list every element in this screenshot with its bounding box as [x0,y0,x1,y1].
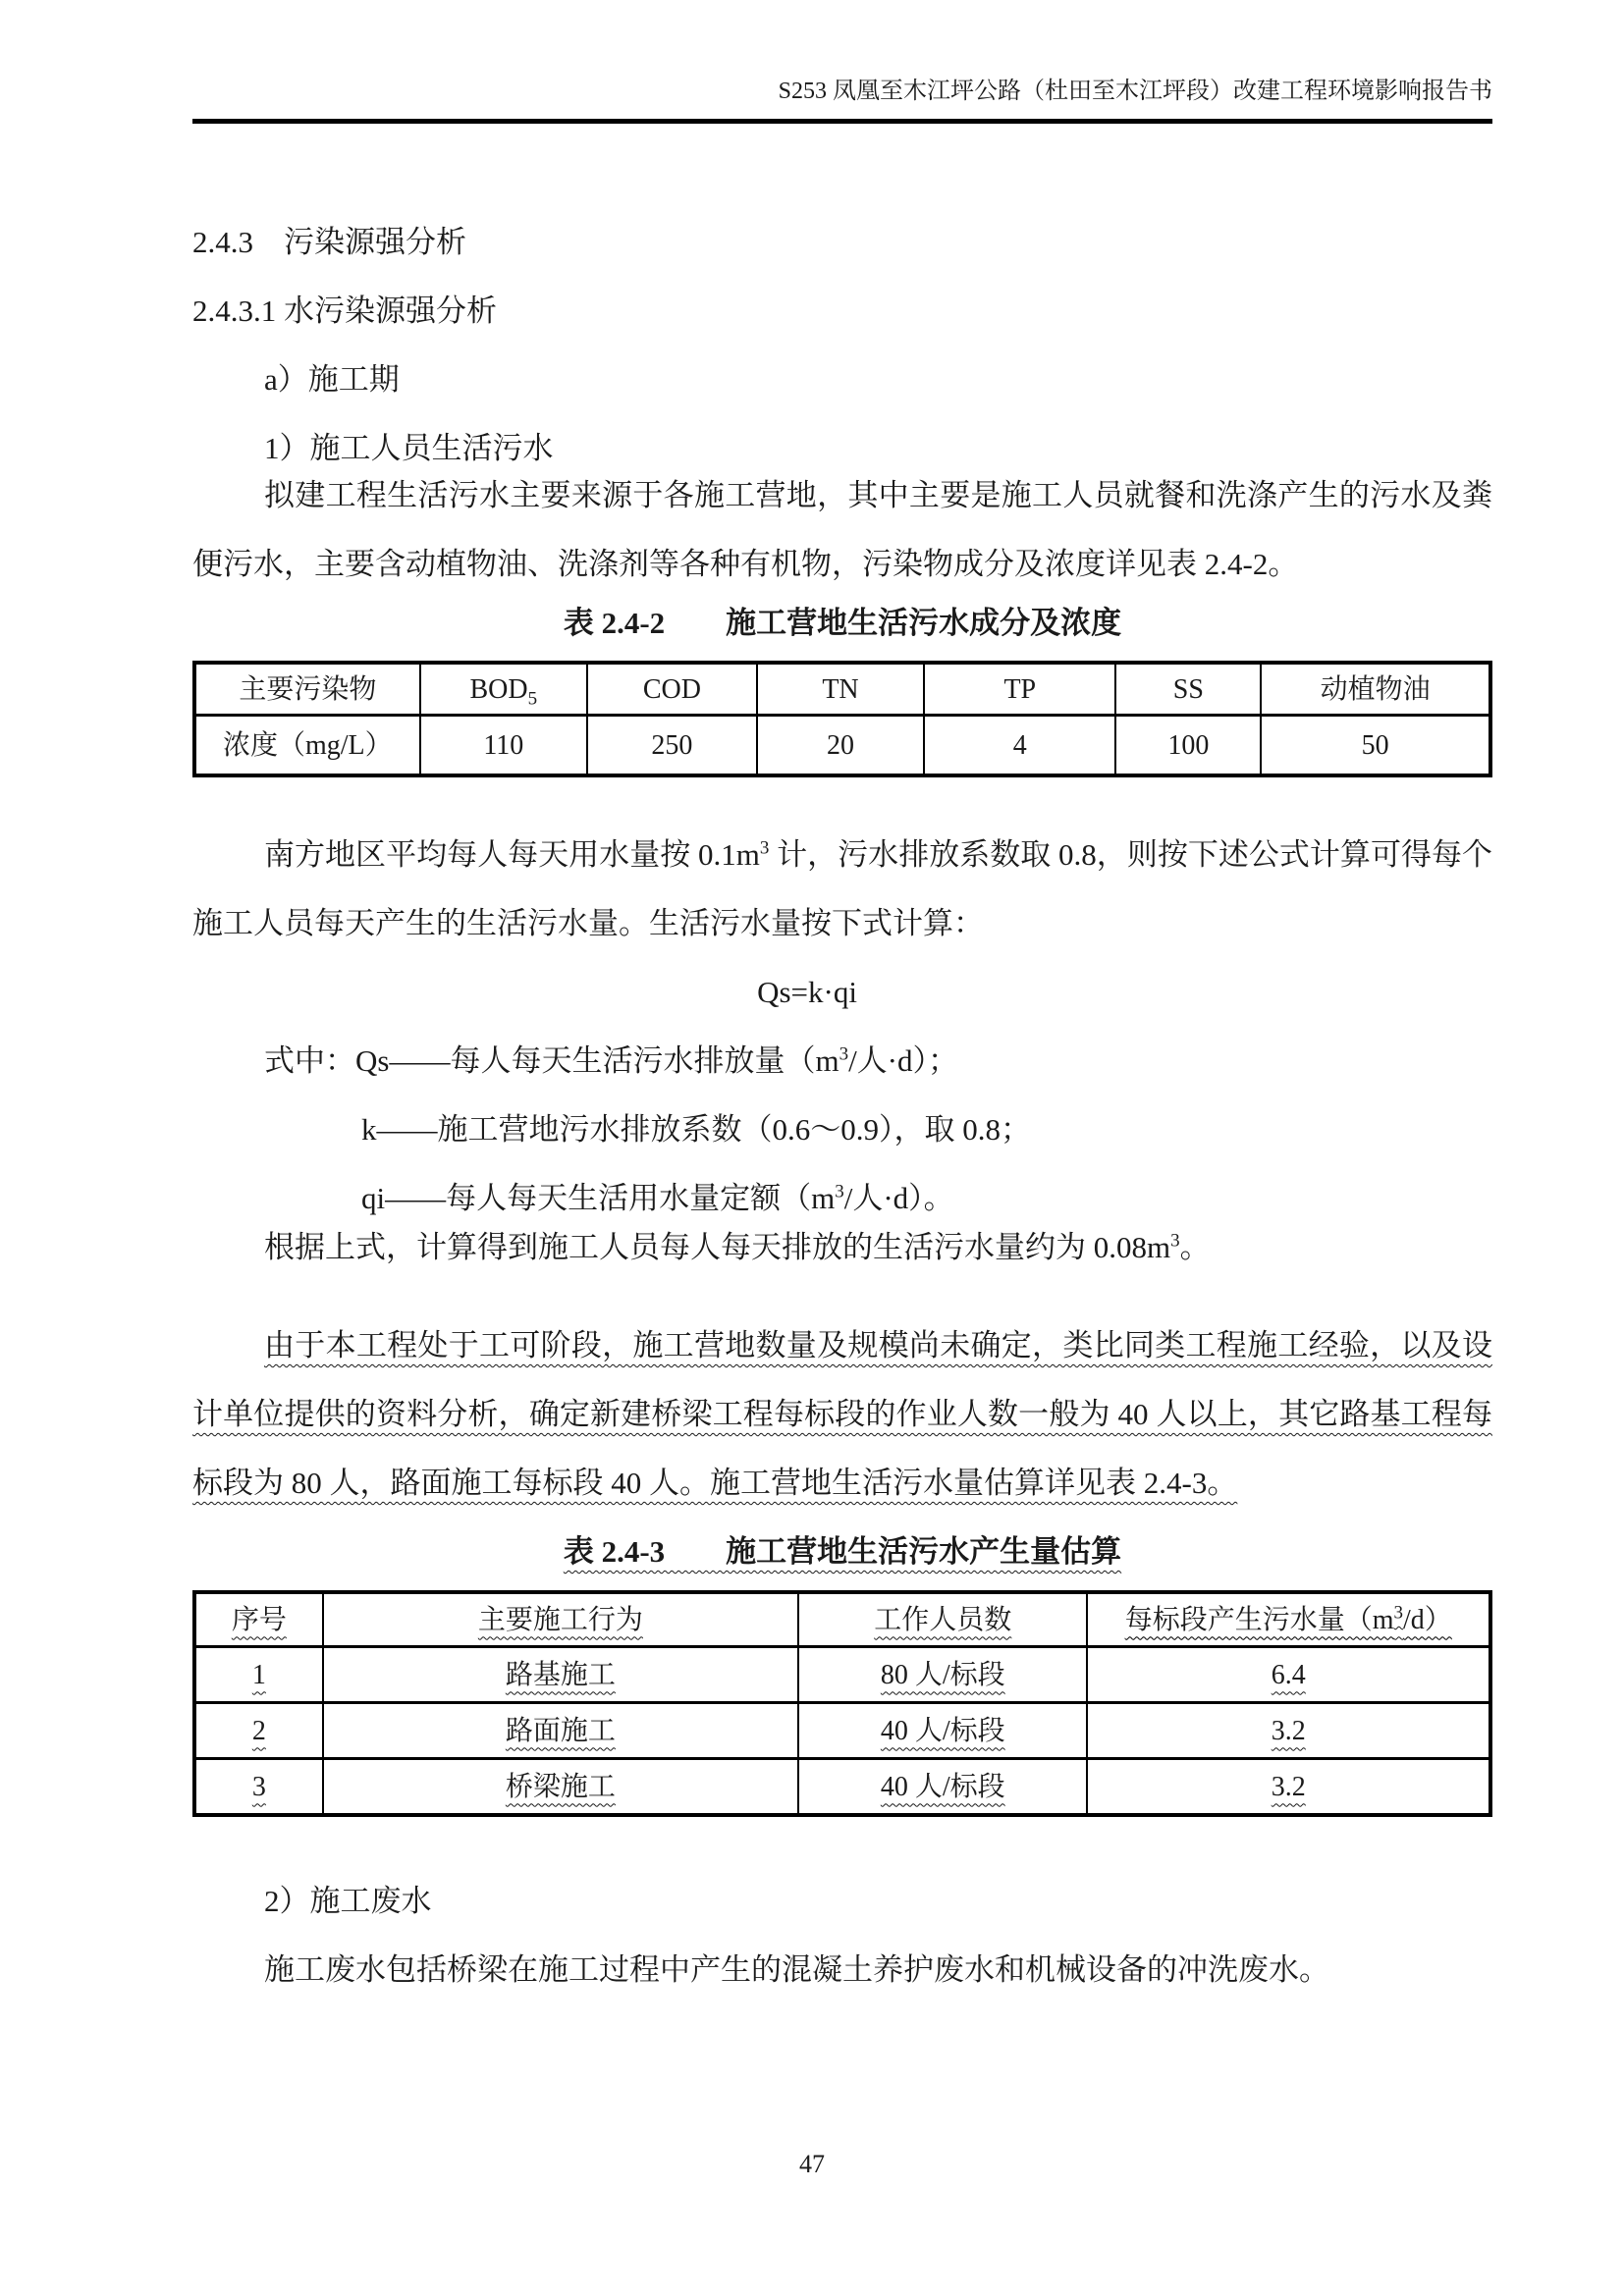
header-cell-ss: SS [1115,663,1261,716]
superscript-3: 3 [1170,1230,1180,1252]
cell-workers: 40 人/标段 [798,1759,1087,1816]
header-cell-tn: TN [757,663,924,716]
table-row [194,1703,1490,1759]
table-2-4-2-title: 表 2.4-2 施工营地生活污水成分及浓度 [563,606,1122,640]
superscript-3: 3 [759,837,770,859]
superscript-3: 3 [839,1043,849,1065]
paragraph-result: 根据上式，计算得到施工人员每人每天排放的生活污水量约为 $0.08m^3$。 [264,1230,1211,1264]
cell-activity: 路面施工 [323,1703,798,1759]
heading-2-4-3: 2.4.3 污染源强分析 [192,225,466,259]
header-cell-cod: COD [587,663,757,716]
cell-concentration-label: 浓度（mg/L） [194,716,420,776]
header-cell-activity: 主要施工行为 [323,1592,798,1647]
paragraph-camp-estimate: 由于本工程处于工可阶段，施工营地数量及规模尚未确定，类比同类工程施工经验，以及设计单位提供的资料分析，确定新建桥梁工程每标段的作业人数一般为 40 人以上，其它路基工程每标段为 80 人，路面施工每标段 40 人。施工营地生活污水量估算详见表 2.4-3。 [192,1328,1492,1500]
cell-index: 1 [194,1647,323,1703]
cell-activity: 路基施工 [323,1647,798,1703]
item-2-construction-wastewater: 2）施工废水 [264,1884,432,1918]
cell-sewage: 3.2 [1087,1759,1490,1816]
cell-workers: 80 人/标段 [798,1647,1087,1703]
cell-activity: 桥梁施工 [323,1759,798,1816]
table-2-4-2 [192,661,1492,777]
table-2-4-3 [192,1590,1492,1817]
table-2-4-2-data-row [194,716,1490,776]
header-cell-pollutant: 主要污染物 [194,663,420,716]
header-cell-tp: TP [924,663,1115,716]
definition-qs: 式中：Qs——每人每天生活污水排放量（$m^3/$人·d）； [264,1043,958,1078]
cell-tn-value: 20 [757,716,924,776]
paragraph-construction-wastewater: 施工废水包括桥梁在施工过程中产生的混凝土养护废水和机械设备的冲洗废水。 [264,1952,1329,1987]
table-2-4-3-header-row [194,1592,1490,1647]
cell-cod-value: 250 [587,716,757,776]
cell-ss-value: 100 [1115,716,1261,776]
header-cell-bod5: $BOD_5$ [420,663,587,716]
table-row [194,1759,1490,1816]
cell-workers: 40 人/标段 [798,1703,1087,1759]
cell-tp-value: 4 [924,716,1115,776]
heading-2-4-3-1: 2.4.3.1 水污染源强分析 [192,294,497,328]
header-cell-workers: 工作人员数 [798,1592,1087,1647]
cell-index: 3 [194,1759,323,1816]
item-1-domestic-sewage: 1）施工人员生活污水 [264,431,554,465]
cell-sewage: 3.2 [1087,1703,1490,1759]
header-title: S253 凤凰至木江坪公路（杜田至木江坪段）改建工程环境影响报告书 [778,79,1492,104]
cell-index: 2 [194,1703,323,1759]
header-cell-oil: 动植物油 [1261,663,1490,716]
header-cell-index: 序号 [194,1592,323,1647]
subscript-5: 5 [527,688,538,710]
superscript-3: 3 [1393,1602,1403,1624]
superscript-3: 3 [835,1181,844,1202]
cell-bod5-value: 110 [420,716,587,776]
table-2-4-2-header-row [194,663,1490,716]
cell-sewage: 6.4 [1087,1647,1490,1703]
item-a-construction-period: a）施工期 [264,362,400,397]
definition-qi: qi——每人每天生活用水量定额（$m^3/$人·d）。 [361,1181,954,1215]
page-header [192,77,1492,124]
page-number: 47 [799,2150,825,2178]
paragraph-sewage-sources: 拟建工程生活污水主要来源于各施工营地，其中主要是施工人员就餐和洗涤产生的污水及粪便污水，主要含动植物油、洗涤剂等各种有机物，污染物成分及浓度详见表 2.4-2。 [192,478,1492,581]
cell-oil-value: 50 [1261,716,1490,776]
table-row [194,1647,1490,1703]
table-2-4-3-title: 表 2.4-3 施工营地生活污水产生量估算 [563,1534,1122,1569]
formula-qs: Qs=k·qi [757,975,857,1009]
definition-k: k——施工营地污水排放系数（0.6～0.9），取 0.8； [361,1112,1031,1147]
header-cell-sewage-volume: 每标段产生污水量$(m^3/d)$ [1087,1592,1490,1647]
paragraph-water-usage: 南方地区平均每人每天用水量按 $0.1m^3$ 计，污水排放系数取 0.8，则按下述公式计算可得每个施工人员每天产生的生活污水量。生活污水量按下式计算： [192,837,1492,940]
